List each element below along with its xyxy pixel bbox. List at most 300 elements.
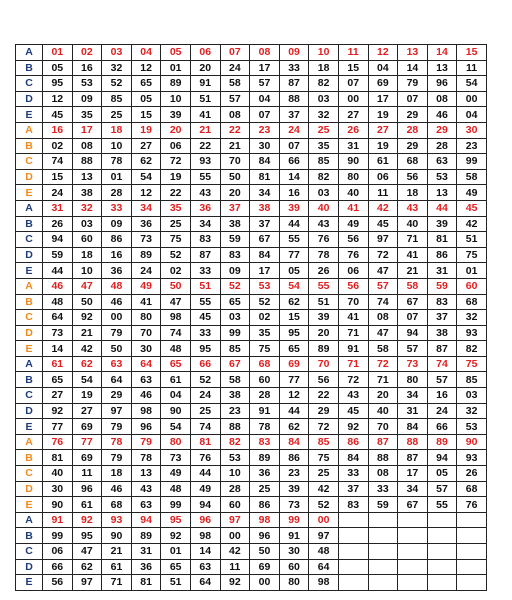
value-cell: 21: [72, 325, 102, 341]
code-grid-table: [15, 44, 487, 591]
value-cell: 36: [131, 216, 161, 232]
value-cell: 47: [368, 263, 398, 279]
value-cell: 25: [190, 403, 220, 419]
header-number-cell: 53: [250, 278, 280, 294]
value-cell: 83: [220, 247, 250, 263]
value-cell: 30: [279, 544, 309, 560]
header-number-cell: 72: [368, 356, 398, 372]
value-cell: 54: [72, 372, 102, 388]
value-cell: 73: [161, 450, 191, 466]
value-cell: 65: [43, 372, 73, 388]
value-cell: 79: [102, 325, 132, 341]
value-cell: 89: [309, 341, 339, 357]
value-cell: 55: [190, 294, 220, 310]
value-cell: 62: [279, 294, 309, 310]
row-letter-d: D: [16, 559, 43, 575]
value-cell: 98: [161, 310, 191, 326]
header-number-cell: 28: [398, 122, 428, 138]
value-cell: 11: [72, 466, 102, 482]
grid-row: [16, 544, 487, 560]
header-number-cell: 81: [190, 434, 220, 450]
value-cell: 67: [398, 497, 428, 513]
value-cell: 41: [398, 247, 428, 263]
value-cell: 21: [398, 263, 428, 279]
value-cell: 69: [368, 76, 398, 92]
header-number-cell: 14: [427, 45, 457, 61]
value-cell: 51: [161, 575, 191, 591]
value-cell: 85: [457, 372, 487, 388]
value-cell: 23: [457, 138, 487, 154]
value-cell: 84: [338, 450, 368, 466]
value-cell: 37: [250, 216, 280, 232]
value-cell: 28: [102, 185, 132, 201]
value-cell: 93: [190, 154, 220, 170]
value-cell: 70: [368, 419, 398, 435]
value-cell: 92: [220, 575, 250, 591]
value-cell: 98: [309, 575, 339, 591]
value-cell: 16: [102, 247, 132, 263]
value-cell: 72: [338, 372, 368, 388]
header-number-cell: 74: [427, 356, 457, 372]
header-number-cell: [368, 512, 398, 528]
value-cell: 88: [279, 91, 309, 107]
value-cell: 29: [398, 138, 428, 154]
value-cell: 15: [131, 107, 161, 123]
value-cell: 09: [72, 91, 102, 107]
value-cell: 31: [427, 263, 457, 279]
value-cell: 27: [43, 388, 73, 404]
value-cell: [427, 528, 457, 544]
value-cell: 38: [220, 216, 250, 232]
value-cell: 30: [43, 481, 73, 497]
value-cell: 29: [102, 388, 132, 404]
header-number-cell: 39: [279, 200, 309, 216]
value-cell: 42: [309, 481, 339, 497]
header-number-cell: 66: [190, 356, 220, 372]
grid-row: [16, 372, 487, 388]
header-number-cell: 19: [131, 122, 161, 138]
value-cell: 68: [457, 294, 487, 310]
value-cell: 88: [220, 419, 250, 435]
value-cell: 72: [309, 419, 339, 435]
value-cell: 51: [309, 294, 339, 310]
value-cell: 33: [190, 325, 220, 341]
value-cell: 50: [250, 544, 280, 560]
header-number-cell: 67: [220, 356, 250, 372]
value-cell: 52: [161, 247, 191, 263]
value-cell: 37: [279, 107, 309, 123]
grid-row: [16, 76, 487, 92]
value-cell: 32: [457, 403, 487, 419]
value-cell: 00: [220, 528, 250, 544]
header-number-cell: 77: [72, 434, 102, 450]
value-cell: 64: [190, 575, 220, 591]
header-number-cell: 57: [368, 278, 398, 294]
value-cell: 17: [368, 91, 398, 107]
value-cell: 10: [102, 138, 132, 154]
value-cell: 07: [398, 91, 428, 107]
value-cell: 54: [161, 419, 191, 435]
value-cell: 68: [398, 154, 428, 170]
value-cell: 26: [457, 466, 487, 482]
value-cell: 81: [250, 169, 280, 185]
header-number-cell: 80: [161, 434, 191, 450]
value-cell: [427, 575, 457, 591]
value-cell: 40: [338, 185, 368, 201]
header-number-cell: 59: [427, 278, 457, 294]
value-cell: 96: [72, 481, 102, 497]
value-cell: 67: [398, 294, 428, 310]
value-cell: 42: [72, 341, 102, 357]
value-cell: 48: [309, 544, 339, 560]
value-cell: 21: [102, 544, 132, 560]
value-cell: [457, 528, 487, 544]
row-letter-e: E: [16, 419, 43, 435]
value-cell: 23: [220, 403, 250, 419]
value-cell: 57: [398, 341, 428, 357]
value-cell: 08: [427, 91, 457, 107]
value-cell: 06: [43, 544, 73, 560]
value-cell: 08: [368, 466, 398, 482]
row-letter-d: D: [16, 169, 43, 185]
value-cell: 84: [250, 154, 280, 170]
header-number-cell: 95: [161, 512, 191, 528]
value-cell: 59: [368, 497, 398, 513]
value-cell: 65: [220, 294, 250, 310]
value-cell: 53: [427, 169, 457, 185]
value-cell: 17: [250, 60, 280, 76]
header-number-cell: 31: [43, 200, 73, 216]
grid-row: [16, 91, 487, 107]
value-cell: 04: [368, 60, 398, 76]
grid-header-row: [16, 512, 487, 528]
value-cell: 73: [131, 232, 161, 248]
value-cell: 99: [161, 497, 191, 513]
header-number-cell: 58: [398, 278, 428, 294]
value-cell: 34: [190, 216, 220, 232]
header-number-cell: 86: [338, 434, 368, 450]
grid-row: [16, 185, 487, 201]
value-cell: [368, 575, 398, 591]
value-cell: 99: [43, 528, 73, 544]
value-cell: 99: [220, 325, 250, 341]
row-letter-b: B: [16, 60, 43, 76]
row-letter-b: B: [16, 294, 43, 310]
value-cell: 16: [427, 388, 457, 404]
header-number-cell: 30: [457, 122, 487, 138]
row-letter-a: A: [16, 278, 43, 294]
grid-row: [16, 325, 487, 341]
value-cell: 34: [398, 481, 428, 497]
value-cell: 12: [131, 60, 161, 76]
value-cell: 84: [398, 419, 428, 435]
value-cell: 12: [279, 388, 309, 404]
value-cell: 03: [309, 91, 339, 107]
value-cell: 19: [368, 138, 398, 154]
value-cell: 16: [72, 60, 102, 76]
header-number-cell: 42: [368, 200, 398, 216]
value-cell: [427, 544, 457, 560]
row-letter-a: A: [16, 122, 43, 138]
row-letter-d: D: [16, 247, 43, 263]
value-cell: 57: [250, 76, 280, 92]
row-letter-d: D: [16, 403, 43, 419]
header-number-cell: 55: [309, 278, 339, 294]
value-cell: 94: [427, 450, 457, 466]
value-cell: 14: [190, 544, 220, 560]
header-number-cell: 99: [279, 512, 309, 528]
value-cell: 94: [398, 325, 428, 341]
value-cell: 81: [131, 575, 161, 591]
value-cell: 19: [368, 107, 398, 123]
value-cell: 83: [427, 294, 457, 310]
header-number-cell: 25: [309, 122, 339, 138]
header-number-cell: 51: [190, 278, 220, 294]
value-cell: 00: [338, 91, 368, 107]
value-cell: 71: [102, 575, 132, 591]
value-cell: 07: [279, 138, 309, 154]
value-cell: 46: [427, 107, 457, 123]
value-cell: 80: [279, 575, 309, 591]
value-cell: 52: [309, 497, 339, 513]
value-cell: 53: [72, 76, 102, 92]
value-cell: 33: [338, 466, 368, 482]
header-number-cell: [427, 512, 457, 528]
value-cell: 05: [131, 91, 161, 107]
grid-header-row: [16, 434, 487, 450]
value-cell: [398, 559, 428, 575]
value-cell: 31: [398, 403, 428, 419]
value-cell: 72: [368, 247, 398, 263]
value-cell: 27: [338, 107, 368, 123]
header-number-cell: 15: [457, 45, 487, 61]
value-cell: 44: [43, 263, 73, 279]
header-number-cell: 35: [161, 200, 191, 216]
value-cell: [368, 544, 398, 560]
value-cell: 40: [43, 466, 73, 482]
value-cell: 65: [131, 76, 161, 92]
row-letter-b: B: [16, 138, 43, 154]
value-cell: 02: [250, 310, 280, 326]
value-cell: 97: [72, 575, 102, 591]
value-cell: 47: [72, 544, 102, 560]
value-cell: 12: [131, 185, 161, 201]
header-number-cell: 78: [102, 434, 132, 450]
header-number-cell: 93: [102, 512, 132, 528]
header-number-cell: 62: [72, 356, 102, 372]
value-cell: 76: [309, 232, 339, 248]
value-cell: 44: [279, 216, 309, 232]
header-number-cell: 60: [457, 278, 487, 294]
value-cell: 94: [190, 497, 220, 513]
value-cell: 89: [131, 528, 161, 544]
header-number-cell: 27: [368, 122, 398, 138]
value-cell: 61: [161, 372, 191, 388]
grid-row: [16, 528, 487, 544]
header-number-cell: 23: [250, 122, 280, 138]
row-letter-a: A: [16, 200, 43, 216]
value-cell: 00: [102, 310, 132, 326]
header-number-cell: 21: [190, 122, 220, 138]
value-cell: 30: [131, 341, 161, 357]
value-cell: 56: [309, 372, 339, 388]
value-cell: 95: [190, 341, 220, 357]
value-cell: 69: [72, 419, 102, 435]
value-cell: 70: [338, 294, 368, 310]
value-cell: 46: [102, 294, 132, 310]
header-number-cell: 91: [43, 512, 73, 528]
value-cell: 88: [72, 154, 102, 170]
header-number-cell: 89: [427, 434, 457, 450]
grid-row: [16, 310, 487, 326]
value-cell: 08: [368, 310, 398, 326]
value-cell: 24: [190, 388, 220, 404]
value-cell: 50: [220, 169, 250, 185]
value-cell: 15: [338, 60, 368, 76]
header-number-cell: 36: [190, 200, 220, 216]
value-cell: 31: [131, 544, 161, 560]
value-cell: 80: [131, 310, 161, 326]
value-cell: 81: [43, 450, 73, 466]
value-cell: 87: [427, 341, 457, 357]
value-cell: 02: [161, 263, 191, 279]
value-cell: 26: [309, 263, 339, 279]
value-cell: 55: [427, 497, 457, 513]
value-cell: 77: [43, 419, 73, 435]
value-cell: 19: [161, 169, 191, 185]
value-cell: 45: [190, 310, 220, 326]
value-cell: 61: [102, 559, 132, 575]
header-number-cell: 10: [309, 45, 339, 61]
grid-row: [16, 263, 487, 279]
value-cell: 47: [368, 325, 398, 341]
header-number-cell: 84: [279, 434, 309, 450]
value-cell: 38: [220, 388, 250, 404]
value-cell: 78: [131, 450, 161, 466]
row-letter-d: D: [16, 91, 43, 107]
value-cell: 66: [43, 559, 73, 575]
header-number-cell: 87: [368, 434, 398, 450]
value-cell: 03: [220, 310, 250, 326]
header-number-cell: 82: [220, 434, 250, 450]
value-cell: 29: [309, 403, 339, 419]
value-cell: [398, 544, 428, 560]
value-cell: 22: [190, 138, 220, 154]
value-cell: 41: [190, 107, 220, 123]
grid-row: [16, 388, 487, 404]
value-cell: 08: [72, 138, 102, 154]
value-cell: 13: [427, 185, 457, 201]
grid-row: [16, 341, 487, 357]
value-cell: 71: [338, 325, 368, 341]
value-cell: 75: [457, 247, 487, 263]
value-cell: 09: [220, 263, 250, 279]
header-number-cell: 50: [161, 278, 191, 294]
header-number-cell: 40: [309, 200, 339, 216]
header-number-cell: 08: [250, 45, 280, 61]
value-cell: 74: [161, 325, 191, 341]
value-cell: 86: [102, 232, 132, 248]
value-cell: 00: [250, 575, 280, 591]
row-letter-e: E: [16, 107, 43, 123]
value-cell: 62: [131, 154, 161, 170]
value-cell: 82: [309, 169, 339, 185]
value-cell: 29: [398, 107, 428, 123]
value-cell: 43: [190, 185, 220, 201]
value-cell: [398, 575, 428, 591]
value-cell: 13: [131, 466, 161, 482]
value-cell: [398, 528, 428, 544]
header-number-cell: 03: [102, 45, 132, 61]
value-cell: 14: [398, 60, 428, 76]
header-number-cell: 88: [398, 434, 428, 450]
header-number-cell: 33: [102, 200, 132, 216]
value-cell: 13: [72, 169, 102, 185]
value-cell: 83: [190, 232, 220, 248]
value-cell: 61: [72, 497, 102, 513]
value-cell: 64: [102, 372, 132, 388]
row-letter-e: E: [16, 497, 43, 513]
value-cell: 05: [43, 60, 73, 76]
value-cell: 76: [338, 247, 368, 263]
value-cell: 64: [309, 559, 339, 575]
value-cell: 62: [72, 559, 102, 575]
value-cell: 50: [72, 294, 102, 310]
value-cell: 25: [102, 107, 132, 123]
header-number-cell: 37: [220, 200, 250, 216]
value-cell: 48: [43, 294, 73, 310]
grid-row: [16, 107, 487, 123]
value-cell: 73: [43, 325, 73, 341]
row-letter-e: E: [16, 185, 43, 201]
header-number-cell: 05: [161, 45, 191, 61]
value-cell: 03: [309, 185, 339, 201]
row-letter-b: B: [16, 528, 43, 544]
value-cell: 83: [338, 497, 368, 513]
header-number-cell: 24: [279, 122, 309, 138]
value-cell: 78: [250, 419, 280, 435]
value-cell: 85: [309, 154, 339, 170]
value-cell: 28: [220, 481, 250, 497]
value-cell: 43: [131, 481, 161, 497]
value-cell: 92: [338, 419, 368, 435]
value-cell: 80: [398, 372, 428, 388]
header-number-cell: 90: [457, 434, 487, 450]
value-cell: 74: [368, 294, 398, 310]
value-cell: 63: [131, 497, 161, 513]
value-cell: 53: [220, 450, 250, 466]
value-cell: 25: [309, 466, 339, 482]
header-number-cell: 70: [309, 356, 339, 372]
value-cell: 49: [338, 216, 368, 232]
value-cell: 48: [161, 341, 191, 357]
value-cell: 36: [102, 263, 132, 279]
grid-header-row: [16, 278, 487, 294]
value-cell: 45: [338, 403, 368, 419]
grid-row: [16, 575, 487, 591]
value-cell: 97: [368, 232, 398, 248]
value-cell: 20: [309, 325, 339, 341]
value-cell: [427, 559, 457, 575]
row-letter-c: C: [16, 544, 43, 560]
value-cell: 56: [43, 575, 73, 591]
header-number-cell: 63: [102, 356, 132, 372]
value-cell: 99: [457, 154, 487, 170]
row-letter-e: E: [16, 263, 43, 279]
value-cell: 84: [250, 247, 280, 263]
value-cell: 44: [190, 466, 220, 482]
value-cell: 97: [102, 403, 132, 419]
